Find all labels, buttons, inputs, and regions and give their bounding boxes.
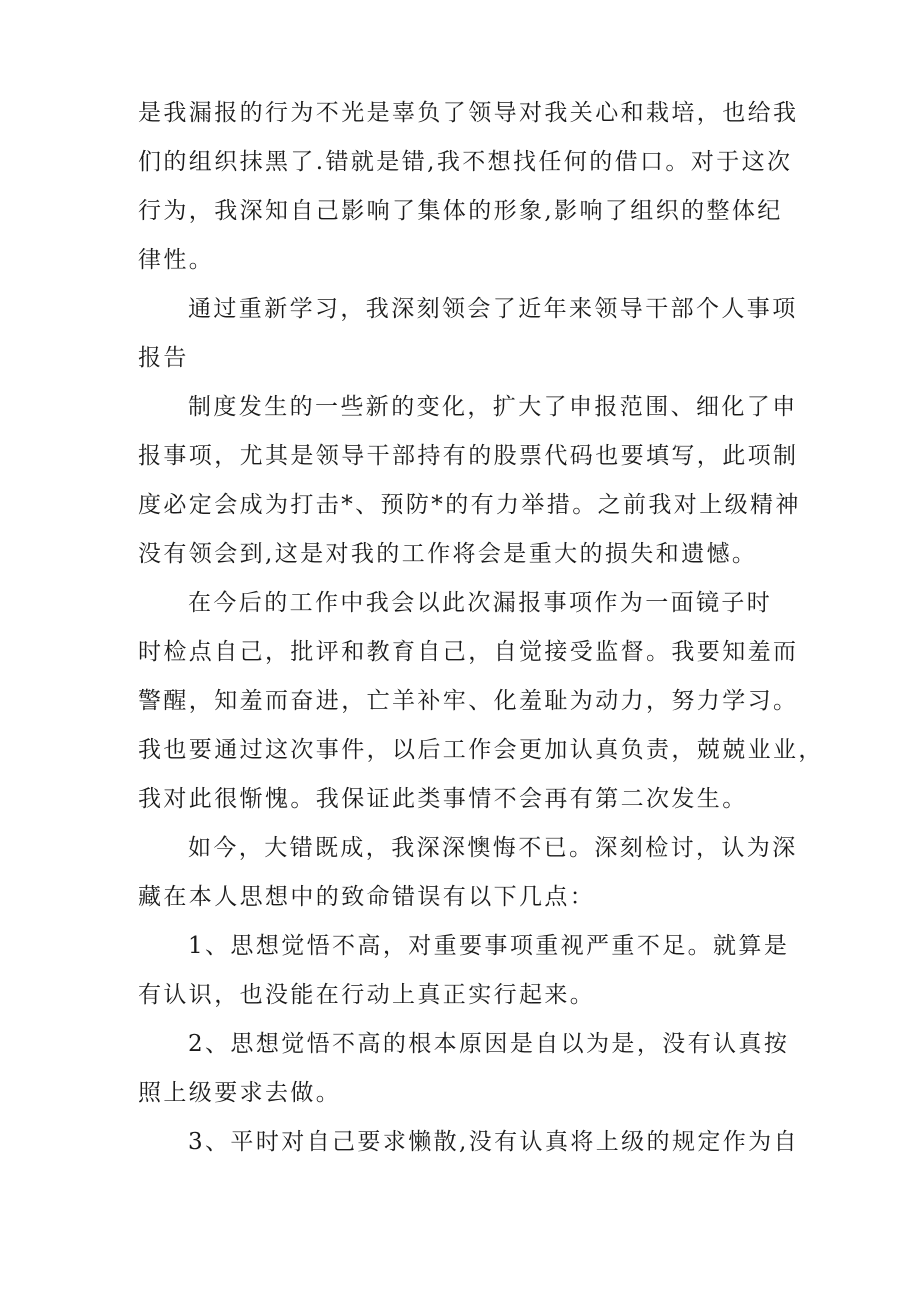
text-line: 藏在本人思想中的致命错误有以下几点： (138, 884, 596, 910)
text-line: 报事项，尤其是领导干部持有的股票代码也要填写，此项制 (138, 443, 799, 469)
text-line: 没有领会到,这是对我的工作将会是重大的损失和遗憾。 (138, 541, 758, 567)
list-item-3: 3、平时对自己要求懒散,没有认真将上级的规定作为自 (188, 1129, 799, 1155)
text-line: 有认识，也没能在行动上真正实行起来。 (138, 982, 596, 1008)
text-line: 行为，我深知自己影响了集体的形象,影响了组织的整体纪 (138, 198, 783, 224)
text-line: 是我漏报的行为不光是辜负了领导对我关心和栽培，也给我 (138, 100, 799, 126)
text-line: 我对此很惭愧。我保证此类事情不会再有第二次发生。 (138, 786, 748, 812)
text-line: 时检点自己，批评和教育自己，自觉接受监督。我要知羞而 (138, 639, 799, 665)
list-item-2: 2、思想觉悟不高的根本原因是自以为是，没有认真按 (188, 1031, 790, 1057)
text-line: 报告 (138, 345, 189, 371)
paragraph-first-line: 如今，大错既成，我深深懊悔不已。深刻检讨，认为深 (188, 835, 798, 861)
text-line: 律性。 (138, 247, 215, 273)
text-line: 我也要通过这次事件，以后工作会更加认真负责，兢兢业业， (138, 737, 824, 763)
list-item-1: 1、思想觉悟不高，对重要事项重视严重不足。就算是 (188, 933, 790, 959)
text-line: 们的组织抹黑了.错就是错,我不想找任何的借口。对于这次 (138, 149, 793, 175)
text-line: 警醒，知羞而奋进，亡羊补牢、化羞耻为动力，努力学习。 (138, 688, 799, 714)
text-line: 照上级要求去做。 (138, 1080, 342, 1106)
paragraph-first-line: 在今后的工作中我会以此次漏报事项作为一面镜子时 (188, 590, 773, 616)
paragraph-first-line: 通过重新学习，我深刻领会了近年来领导干部个人事项 (188, 296, 798, 322)
paragraph-first-line: 制度发生的一些新的变化，扩大了申报范围、细化了申 (188, 394, 798, 420)
text-line: 度必定会成为打击*、预防*的有力举措。之前我对上级精神 (138, 492, 801, 518)
